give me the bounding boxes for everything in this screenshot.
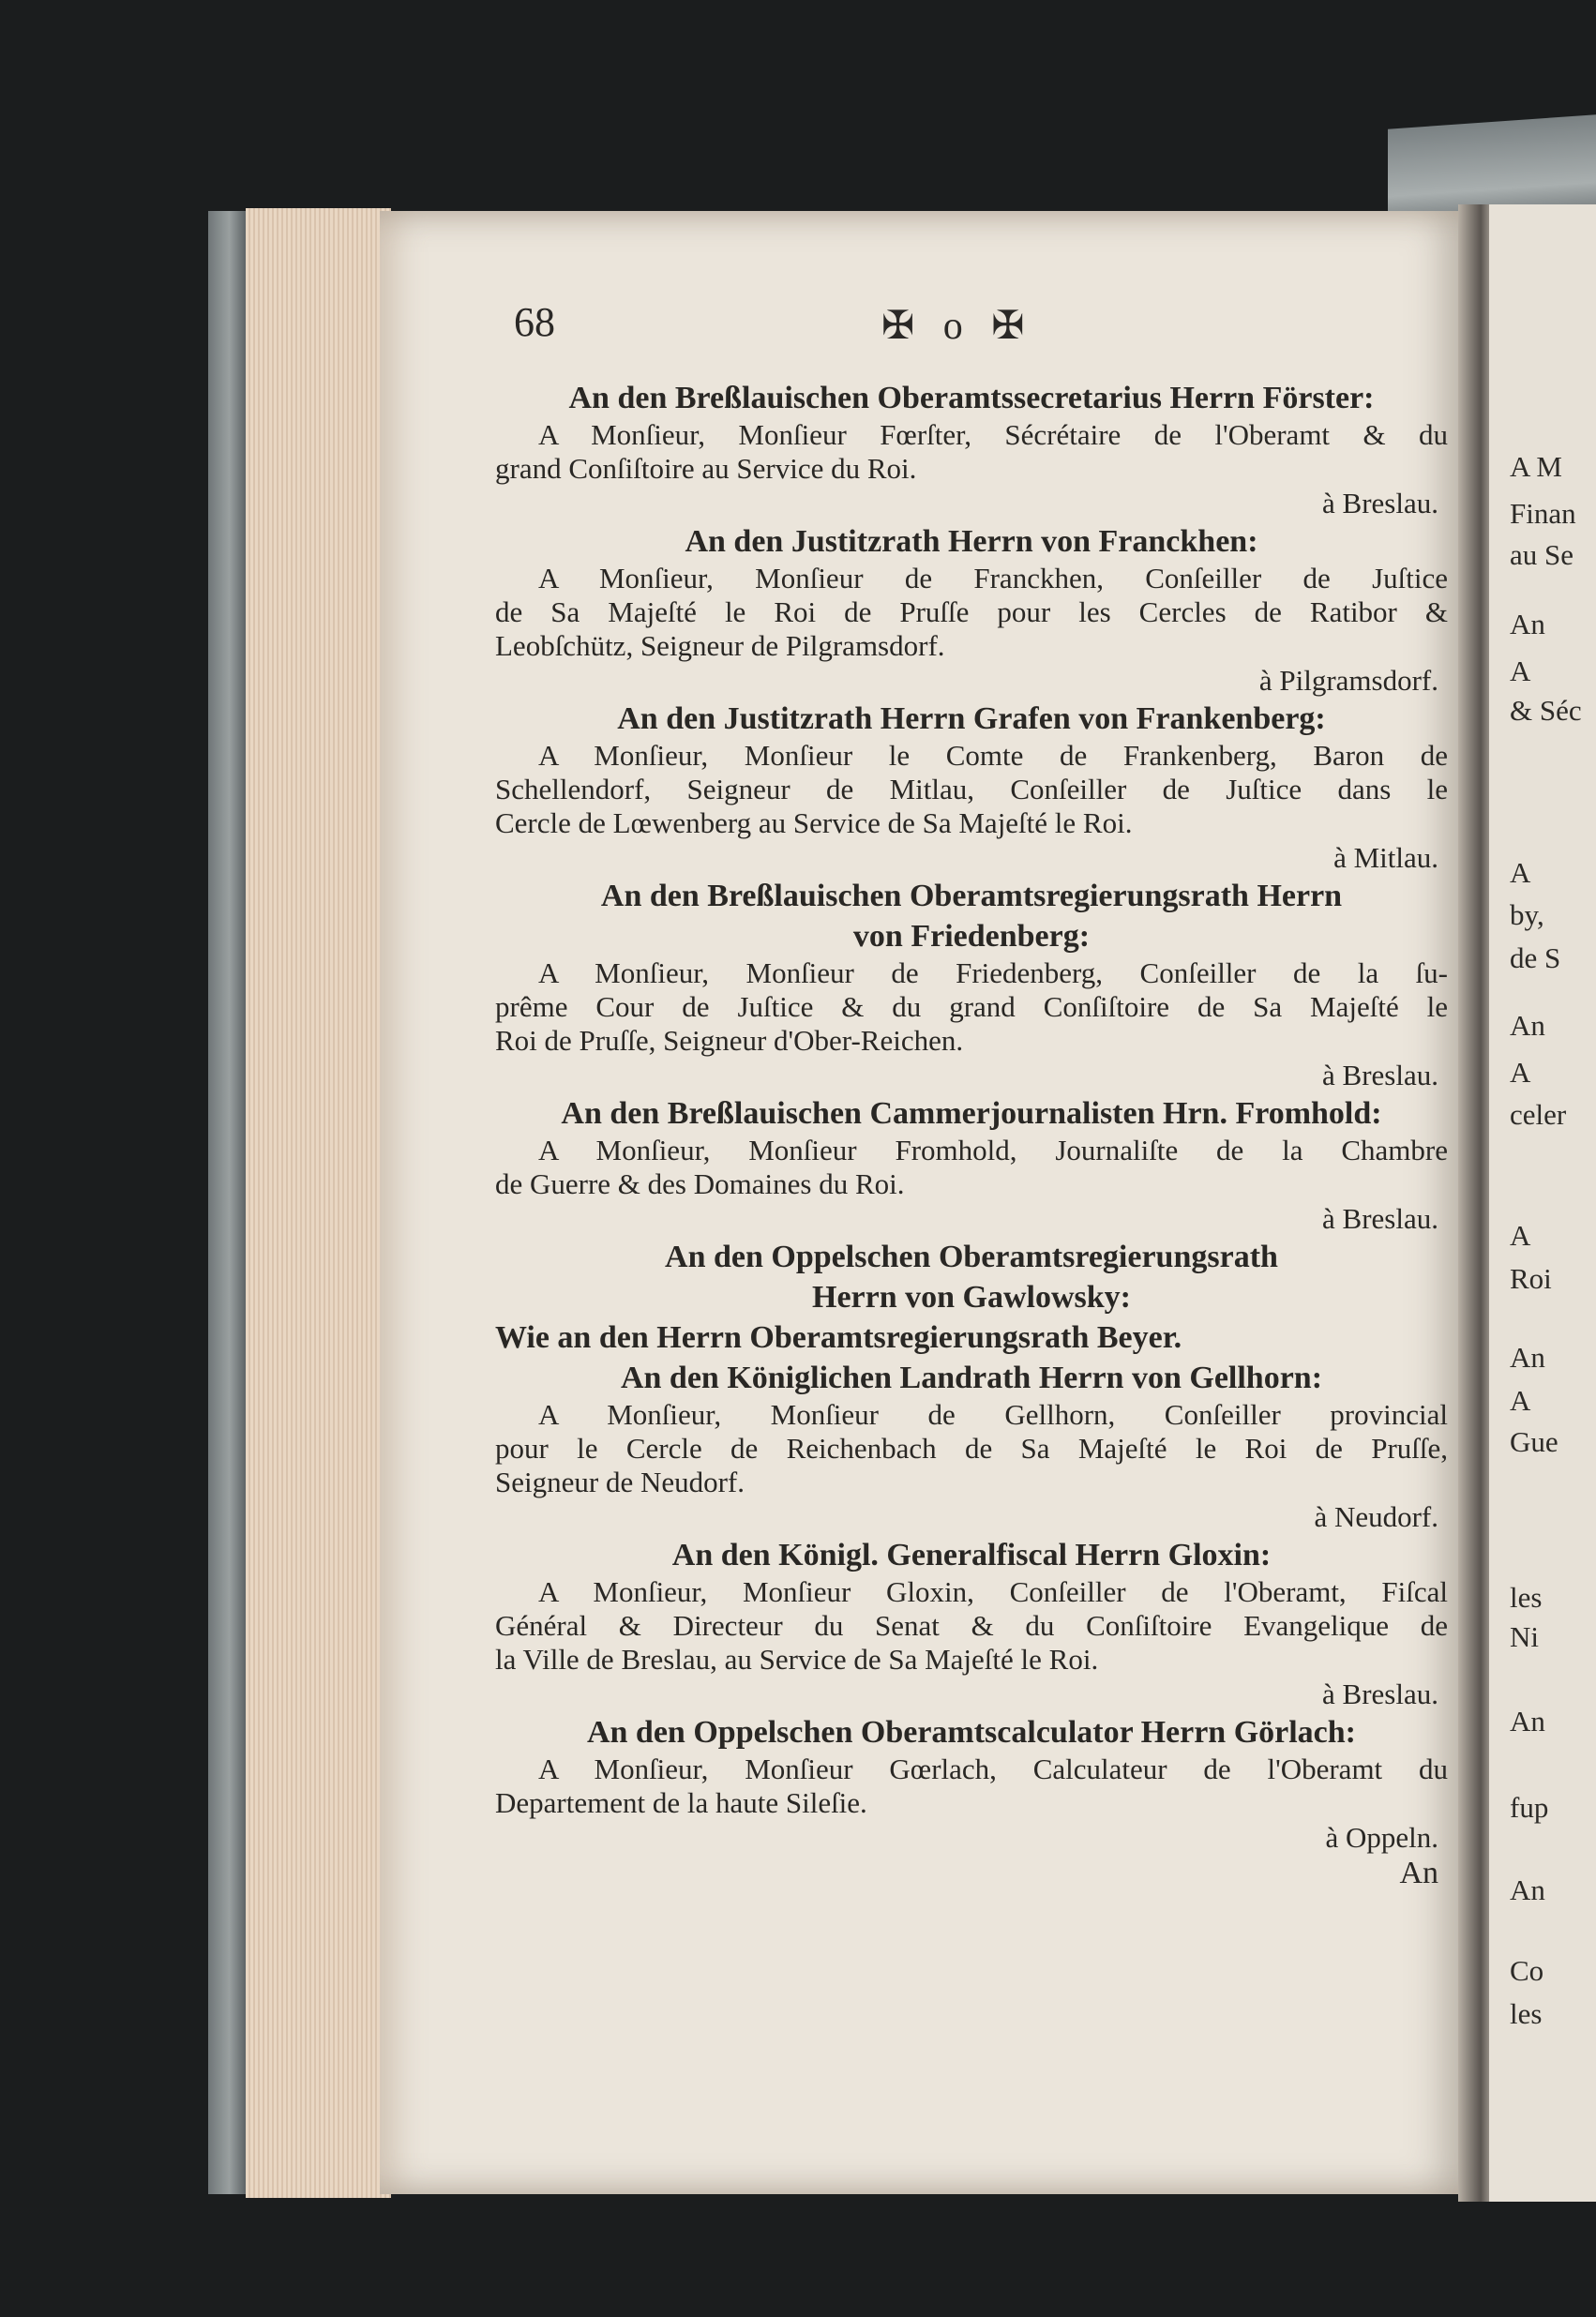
next-page-line: A <box>1510 1219 1531 1252</box>
next-page-line: A <box>1510 1056 1531 1089</box>
entry-note: Wie an den Herrn Oberamtsregierungsrath Beyer. <box>495 1320 1182 1355</box>
entry-address-line: grand Conſiſtoire au Service du Roi. <box>495 452 917 485</box>
page-number: 68 <box>514 299 555 345</box>
next-page-line: les <box>1510 1581 1543 1614</box>
next-page-line: An <box>1510 1009 1545 1042</box>
next-page-line: & Séc <box>1510 694 1582 727</box>
entry-address-line: A Monſieur, Monſieur Gloxin, Conſeiller de l'Oberamt, Fiſcal <box>538 1575 1448 1608</box>
entry-address-line: A Monſieur, Monſieur le Comte de Frankenberg, Baron de <box>538 739 1448 772</box>
entry-address-line: A Monſieur, Monſieur Gœrlach, Calculateur de l'Oberamt du <box>538 1753 1448 1785</box>
entry-address-line: de Sa Majeſté le Roi de Pruſſe pour les Cercles de Ratibor & <box>495 595 1448 628</box>
ornament-icon: ✠ o ✠ <box>881 305 1034 348</box>
next-page-line: Roi <box>1510 1262 1552 1295</box>
entry-address-line: Général & Directeur du Senat & du Conſiſtoire Evangelique de <box>495 1609 1448 1642</box>
next-page-line: Ni <box>1510 1620 1539 1653</box>
next-page-line: fup <box>1510 1791 1549 1824</box>
entry-heading: An den Breßlauischen Cammerjournalisten Hrn. Fromhold: <box>561 1096 1382 1131</box>
next-page-line: Finan <box>1510 497 1576 530</box>
entry-address-line: la Ville de Breslau, au Service de Sa Majeſté le Roi. <box>495 1643 1099 1676</box>
entry-address-line: de Guerre & des Domaines du Roi. <box>495 1167 905 1200</box>
entry-heading: An den Oppelschen Oberamtsregierungsrath <box>665 1240 1278 1274</box>
next-page-line: A <box>1510 654 1531 687</box>
entry-heading: An den Breßlauischen Oberamtssecretarius Herrn Förster: <box>568 381 1375 415</box>
page-stack-edge <box>246 208 391 2198</box>
entry-heading: An den Justitzrath Herrn Grafen von Frankenberg: <box>617 701 1326 736</box>
next-page-line: au Se <box>1510 538 1574 571</box>
entry-heading: An den Königl. Generalfiscal Herrn Gloxin: <box>671 1538 1272 1572</box>
entry-place: à Breslau. <box>1322 1678 1438 1710</box>
next-page-line: les <box>1510 1997 1543 2030</box>
next-page-line: Co <box>1510 1954 1544 1987</box>
entry-address-line: A Monſieur, Monſieur de Gellhorn, Conſeiller provincial <box>538 1398 1448 1431</box>
next-page-line: An <box>1510 1341 1545 1374</box>
entry-place: à Breslau. <box>1322 1059 1438 1091</box>
next-page-line: A <box>1510 856 1531 889</box>
entry-address-line: A Monſieur, Monſieur Fœrſter, Sécrétaire de l'Oberamt & du <box>538 418 1448 451</box>
entry-address-line: pour le Cercle de Reichenbach de Sa Majeſté le Roi de Pruſſe, <box>495 1432 1448 1465</box>
entry-address-line: prême Cour de Juſtice & du grand Conſiſtoire de Sa Majeſté le <box>495 990 1448 1023</box>
entry-address-line: Leobſchütz, Seigneur de Pilgramsdorf. <box>495 629 945 662</box>
entry-heading: An den Breßlauischen Oberamtsregierungsrath Herrn <box>600 879 1343 913</box>
page-header <box>514 298 1095 354</box>
next-page-line: by, <box>1510 898 1544 931</box>
entry-address-line: Schellendorf, Seigneur de Mitlau, Conſeiller de Juſtice dans le <box>495 773 1448 805</box>
next-page-line: Gue <box>1510 1425 1558 1458</box>
entry-place: à Neudorf. <box>1314 1500 1438 1533</box>
entry-heading: Herrn von Gawlowsky: <box>812 1280 1131 1315</box>
entry-address-line: A Monſieur, Monſieur Fromhold, Journaliſte de la Chambre <box>538 1134 1448 1166</box>
entry-heading: An den Königlichen Landrath Herrn von Gellhorn: <box>620 1361 1323 1395</box>
next-page-line: celer <box>1510 1098 1567 1131</box>
next-page-line: A <box>1510 1384 1531 1417</box>
entry-address-line: Seigneur de Neudorf. <box>495 1466 745 1498</box>
catchword: An <box>1399 1856 1438 1890</box>
entry-address-line: Departement de la haute Sileſie. <box>495 1786 867 1819</box>
next-page-line: An <box>1510 1873 1545 1906</box>
entry-heading: An den Oppelschen Oberamtscalculator Herrn Görlach: <box>586 1715 1357 1750</box>
entry-address-line: A Monſieur, Monſieur de Friedenberg, Conſeiller de la ſu- <box>538 956 1448 989</box>
entry-place: à Breslau. <box>1322 1202 1438 1235</box>
next-page-line: de S <box>1510 941 1561 974</box>
next-page-line: An <box>1510 608 1545 640</box>
right-page-fragment <box>1489 204 1596 2202</box>
next-page-line: An <box>1510 1705 1545 1738</box>
entry-place: à Oppeln. <box>1325 1821 1438 1854</box>
entry-place: à Mitlau. <box>1333 841 1438 874</box>
entry-address-line: Cercle de Lœwenberg au Service de Sa Majeſté le Roi. <box>495 806 1133 839</box>
entry-place: à Breslau. <box>1322 487 1438 519</box>
entry-place: à Pilgramsdorf. <box>1258 664 1438 697</box>
entry-address-line: Roi de Pruſſe, Seigneur d'Ober-Reichen. <box>495 1024 964 1057</box>
page-body <box>495 378 1448 1891</box>
entry-address-line: A Monſieur, Monſieur de Franckhen, Conſeiller de Juſtice <box>538 562 1448 594</box>
entry-heading: von Friedenberg: <box>852 919 1091 954</box>
entry-heading: An den Justitzrath Herrn von Franckhen: <box>685 524 1258 559</box>
next-page-line: A M <box>1510 450 1562 483</box>
